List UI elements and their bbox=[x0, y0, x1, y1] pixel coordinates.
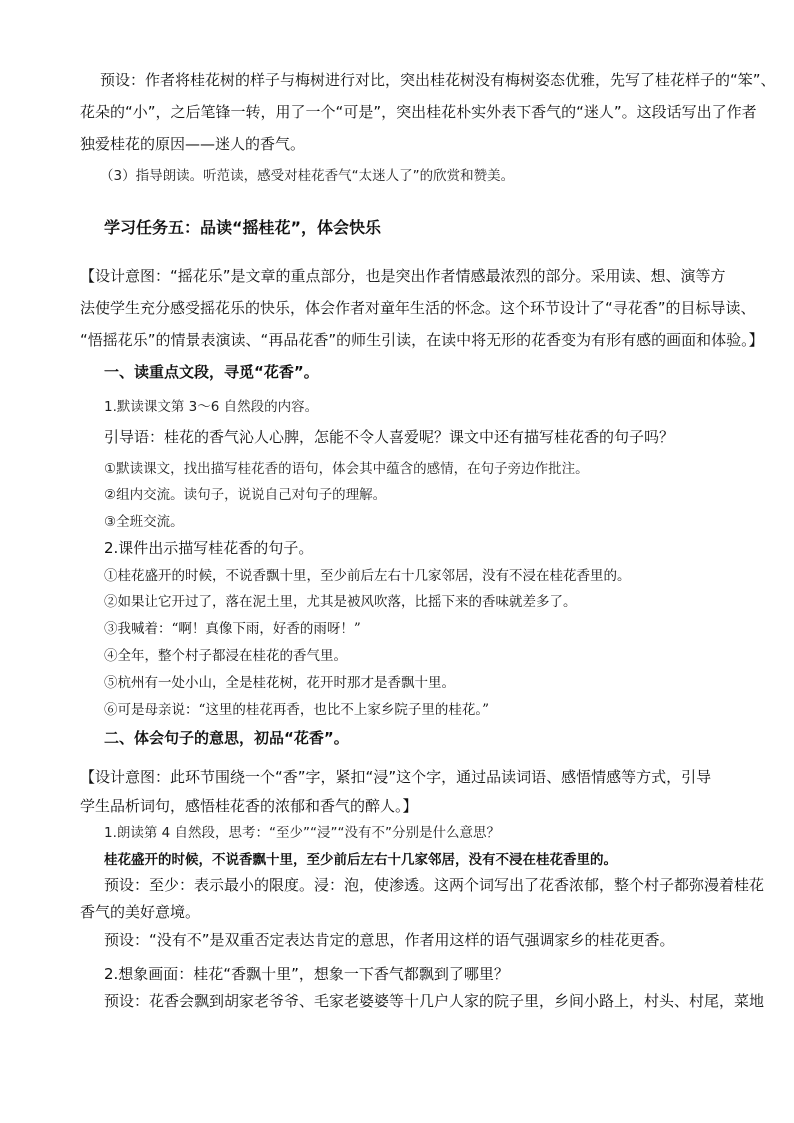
design-intent-line: 【设计意图：此环节围绕一个“香”字，紧扣“浸”这个字，通过品读词语、感悟情感等方式，引导 bbox=[80, 768, 712, 786]
design-intent-line: 学生品析词句，感悟桂花香的浓郁和香气的醉人。】 bbox=[80, 797, 418, 815]
quoted-sentence: ①桂花盛开的时候，不说香飘十里，至少前后左右十几家邻居，没有不浸在桂花香里的。 bbox=[104, 568, 631, 584]
list-item: 1.默读课文第 3～6 自然段的内容。 bbox=[104, 399, 319, 415]
list-item: ③全班交流。 bbox=[104, 514, 184, 530]
list-item: 2.课件出示描写桂花香的句子。 bbox=[104, 539, 314, 557]
preset-paragraph-line: 预设：作者将桂花树的样子与梅树进行对比，突出桂花树没有梅树姿态优雅，先写了桂花样子的“笨”、 bbox=[100, 71, 776, 89]
task-title: 学习任务五：品读“摇桂花”，体会快乐 bbox=[104, 218, 382, 237]
list-item: 2.想象画面：桂花“香飘十里”，想象一下香气都飘到了哪里？ bbox=[104, 965, 509, 983]
guide-text: 引导语：桂花的香气沁人心脾，怎能不令人喜爱呢？课文中还有描写桂花香的句子吗？ bbox=[104, 428, 675, 446]
quoted-sentence: ③我喊着：“啊！真像下雨，好香的雨呀！” bbox=[104, 621, 361, 637]
preset-paragraph-line: 独爱桂花的原因——迷人的香气。 bbox=[80, 135, 306, 153]
quoted-sentence: ④全年，整个村子都浸在桂花的香气里。 bbox=[104, 648, 347, 664]
quoted-sentence: 桂花盛开的时候，不说香飘十里，至少前后左右十几家邻居，没有不浸在桂花香里的。 bbox=[104, 852, 617, 868]
section-heading: 一、读重点文段，寻觅“花香”。 bbox=[104, 363, 319, 381]
list-item: ①默读课文，找出描写桂花香的语句，体会其中蕴含的感情，在句子旁边作批注。 bbox=[104, 461, 589, 477]
preset-line: 预设：至少：表示最小的限度。浸：泡，使渗透。这两个词写出了花香浓郁，整个村子都弥漫着桂花 bbox=[104, 876, 765, 894]
quoted-sentence: ⑥可是母亲说：“这里的桂花再香，也比不上家乡院子里的桂花。” bbox=[104, 702, 490, 718]
design-intent-line: “悟摇花乐”的情景表演读、“再品花香”的师生引读，在读中将无形的花香变为有形有感的画面和体验。】 bbox=[80, 331, 764, 349]
list-item: 1.朗读第 4 自然段，思考：“至少”“浸”“没有不”分别是什么意思？ bbox=[104, 825, 501, 841]
design-intent-line: 法使学生充分感受摇花乐的快乐，体会作者对童年生活的怀念。这个环节设计了“寻花香”的目标导读、 bbox=[80, 299, 756, 317]
quoted-sentence: ②如果让它开过了，落在泥土里，尤其是被风吹落，比摇下来的香味就差多了。 bbox=[104, 594, 577, 610]
design-intent-line: 【设计意图：“摇花乐”是文章的重点部分，也是突出作者情感最浓烈的部分。采用读、想、演等方 bbox=[80, 267, 726, 285]
preset-line: 预设：“没有不”是双重否定表达肯定的意思，作者用这样的语气强调家乡的桂花更香。 bbox=[104, 931, 675, 949]
list-item: ②组内交流。读句子，说说自己对句子的理解。 bbox=[104, 487, 387, 503]
preset-paragraph-line: 花朵的“小”，之后笔锋一转，用了一个“可是”，突出桂花朴实外表下香气的“迷人”。这段话写出了作者 bbox=[80, 103, 757, 121]
preset-line: 香气的美好意境。 bbox=[80, 903, 201, 921]
quoted-sentence: ⑤杭州有一处小山，全是桂花树，花开时那才是香飘十里。 bbox=[104, 675, 455, 691]
preset-line: 预设：花香会飘到胡家老爷爷、毛家老婆婆等十几户人家的院子里，乡间小路上，村头、村尾，菜地 bbox=[104, 992, 765, 1010]
section-heading: 二、体会句子的意思，初品“花香”。 bbox=[104, 729, 349, 747]
guided-reading-item: （3）指导朗读。听范读，感受对桂花香气“太迷人了”的欣赏和赞美。 bbox=[100, 168, 515, 184]
